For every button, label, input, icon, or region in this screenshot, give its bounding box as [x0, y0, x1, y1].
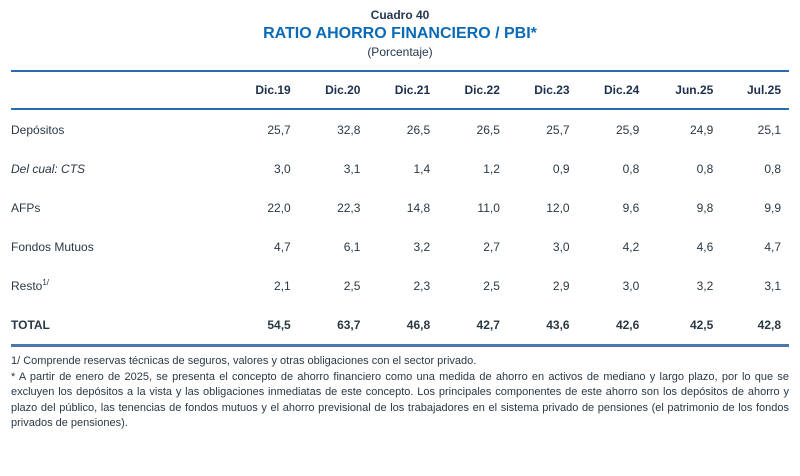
column-header-jun-25: Jun.25	[647, 71, 721, 109]
column-header-dic-20: Dic.20	[299, 71, 369, 109]
row-label: Del cual: CTS	[11, 161, 86, 176]
cell-value: 6,1	[343, 239, 361, 254]
cell-value: 3,2	[413, 239, 431, 254]
table-body	[11, 109, 789, 346]
column-header-dic-19: Dic.19	[229, 71, 299, 109]
table-row	[11, 109, 789, 149]
row-label: Depósitos	[11, 122, 65, 137]
cell-value: 2,7	[483, 239, 500, 254]
cell-value: 1,2	[483, 161, 500, 176]
table-row	[11, 227, 789, 266]
footnote-2: * A partir de enero de 2025, se presenta el concepto de ahorro financiero como una medida de ahorro en activos de mediano y largo plazo, por lo que se excluyen los depósitos a la vista y las obligaciones inmediatas de este concepto. Los principales componentes de este ahorro son los depósitos de ahorro y plazo del público, las tenencias de fondos mutuos y el ahorro previsional de los trabajadores en el sistema privado de pensiones (el patrimonio de los fondos privados de pensiones).	[11, 370, 789, 430]
cell-value: 0,9	[552, 161, 570, 176]
row-label: TOTAL	[11, 317, 50, 332]
cell-value: 1,4	[413, 161, 431, 176]
cell-value: 2,5	[343, 278, 361, 293]
cell-value: 4,6	[696, 239, 714, 254]
column-header-dic-24: Dic.24	[578, 71, 648, 109]
cell-value: 2,3	[413, 278, 431, 293]
cell-value: 3,0	[622, 278, 640, 293]
cell-value: 24,9	[689, 122, 714, 137]
table-row	[11, 266, 789, 305]
column-header-dic-23: Dic.23	[508, 71, 578, 109]
cell-value: 26,5	[476, 122, 500, 137]
cell-value: 0,8	[764, 161, 781, 176]
cell-value: 42,6	[615, 317, 640, 332]
cell-value: 12,0	[546, 200, 570, 215]
row-label: Resto$^{1/}$	[11, 277, 50, 293]
footnote-marker: 1/	[42, 277, 50, 287]
cell-value: 11,0	[477, 200, 500, 215]
cell-value: 25,1	[757, 122, 781, 137]
cell-value: 25,7	[267, 122, 291, 137]
cell-value: 54,5	[267, 317, 291, 332]
cell-value: 4,7	[274, 239, 291, 254]
cell-value: 3,0	[274, 161, 291, 176]
cell-value: 26,5	[406, 122, 431, 137]
cell-value: 9,8	[696, 200, 714, 215]
total-row	[11, 305, 789, 346]
header-row	[11, 71, 789, 109]
column-header-empty	[11, 71, 229, 109]
cell-value: 25,7	[546, 122, 570, 137]
table-caption: Cuadro 40	[370, 8, 430, 22]
cell-value: 4,7	[764, 239, 781, 254]
table-row	[11, 149, 789, 188]
units-subtitle: (Porcentaje)	[367, 45, 433, 59]
cell-value: 42,5	[689, 317, 714, 332]
cell-value: 9,9	[764, 200, 781, 215]
table-header	[11, 71, 789, 109]
cell-value: 42,7	[476, 317, 500, 332]
cell-value: 22,0	[267, 200, 291, 215]
cell-value: 25,9	[615, 122, 640, 137]
row-label: AFPs	[11, 200, 41, 215]
cell-value: 14,8	[406, 200, 431, 215]
cell-value: 46,8	[406, 317, 431, 332]
footnotes	[11, 354, 789, 432]
cell-value: 22,3	[337, 200, 361, 215]
row-label: Fondos Mutuos	[11, 239, 94, 254]
cell-value: 0,8	[622, 161, 640, 176]
cell-value: 63,7	[337, 317, 361, 332]
ratio-ahorro-table	[11, 70, 789, 347]
footnote-1: 1/ Comprende reservas técnicas de seguros, valores y otras obligaciones con el sector privado.	[11, 355, 477, 367]
cell-value: 3,0	[552, 239, 570, 254]
cell-value: 2,5	[483, 278, 500, 293]
page-title: RATIO AHORRO FINANCIERO / PBI*	[263, 25, 537, 42]
cell-value: 9,6	[622, 200, 640, 215]
cell-value: 32,8	[337, 122, 361, 137]
cell-value: 4,2	[622, 239, 640, 254]
cell-value: 3,2	[696, 278, 714, 293]
cell-value: 43,6	[546, 317, 570, 332]
cell-value: 42,8	[757, 317, 781, 332]
column-header-jul-25: Jul.25	[721, 71, 789, 109]
cell-value: 0,8	[696, 161, 714, 176]
cell-value: 2,1	[274, 278, 291, 293]
column-header-dic-22: Dic.22	[438, 71, 508, 109]
cell-value: 3,1	[764, 278, 781, 293]
table-row	[11, 188, 789, 227]
cell-value: 3,1	[343, 161, 361, 176]
column-header-dic-21: Dic.21	[368, 71, 438, 109]
cell-value: 2,9	[552, 278, 570, 293]
